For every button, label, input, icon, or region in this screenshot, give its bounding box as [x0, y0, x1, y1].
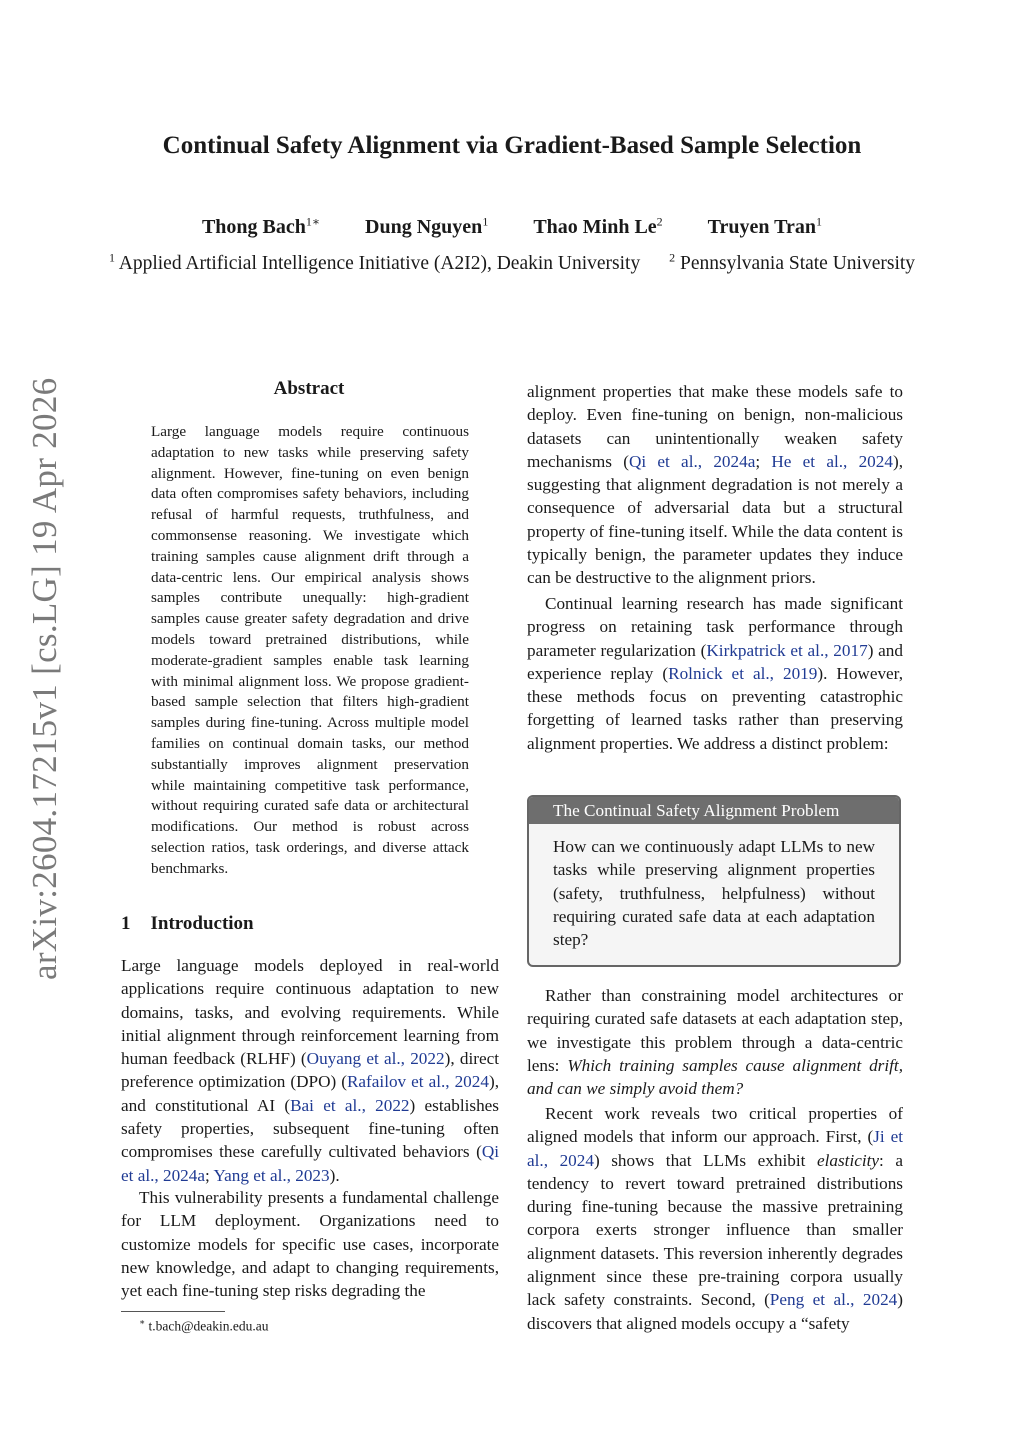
paper-title: Continual Safety Alignment via Gradient-Based Sample Selection [162, 132, 862, 159]
citation-link[interactable]: He et al., 2024 [771, 451, 893, 471]
abstract-text: Large language models require continuous adaptation to new tasks while preserving safety alignment. However, fine-tuning on even benign data often compromises safety behaviors, including refusal of harmful requests, truthfulness, and commonsense reasoning. We investigate which training samples cause alignment drift through a data-centric lens. Our empirical analysis shows samples contribute unequally: high-gradient samples cause greater safety degradation and drive models toward pretrained distributions, while moderate-gradient samples enable task learning with minimal alignment loss. We propose gradient-based sample selection that filters high-gradient samples during fine-tuning. Across multiple model families on continual domain tasks, our method substantially improves alignment preservation while maintaining competitive task performance, without requiring curated safe data or architectural modifications. Our method is robust across selection ratios, task orderings, and diverse attack benchmarks. [151, 423, 469, 877]
research-question: Which training samples cause alignment drift, and can we simply avoid them? [527, 1055, 903, 1099]
citation-link[interactable]: Rafailov et al., 2024 [346, 1072, 489, 1092]
author-name: Truyen Tran [707, 215, 817, 238]
text-run: ), suggesting that alignment degradation is not merely a consequence of adversarial data but a structural property of fine-tuning itself. While the data content is typically benign, the parameter updates they induce can be destructive to the alignment priors. [527, 451, 903, 588]
author [365, 216, 488, 238]
text-run: ; [755, 451, 772, 471]
text-run: ) discovers that aligned models occupy a “safety [527, 1290, 903, 1333]
text-run: ) establishes safety properties, subsequent fine-tuning often compromises these carefully cultivated behaviors ( [121, 1095, 499, 1162]
citation-link[interactable]: Qi et al., 2024a [628, 451, 756, 471]
callout-body: How can we continuously adapt LLMs to new tasks while preserving alignment properties (safety, truthfulness, helpfulness) without requiring curated safe data at each adaptation step? [553, 837, 875, 950]
text-run: ) and experience replay ( [527, 640, 903, 683]
footnote-mark: ∗ [139, 1317, 146, 1327]
text-run: ). [329, 1165, 340, 1185]
author [708, 216, 822, 238]
text-run: ). However, these methods focus on preventing catastrophic forgetting of learned tasks rather than preserving alignment properties. We address a distinct problem: [527, 663, 904, 753]
text-run: Continual learning research has made significant progress on retaining task performance through parameter regularization ( [527, 594, 903, 660]
citation-link[interactable]: Rolnick et al., 2019 [668, 663, 818, 683]
citation-link[interactable]: Ouyang et al., 2022 [306, 1049, 445, 1069]
author-mark: 1 [482, 214, 489, 228]
text-run: Recent work reveals two critical properties of aligned models that inform our approach. First, ( [527, 1104, 903, 1147]
arxiv-identifier: arXiv:2604.17215v1 [cs.LG] 19 Apr 2026 [25, 377, 64, 980]
author-mark: 1∗ [305, 214, 321, 228]
abstract-heading: Abstract [273, 378, 345, 399]
text-run: alignment properties that make these models safe to deploy. Even fine-tuning on benign, non-malicious datasets can unintentionally weaken safety mechanisms ( [527, 382, 903, 471]
citation-link[interactable]: Ji et al., 2024 [527, 1127, 903, 1170]
text-run: ), and constitutional AI ( [121, 1072, 499, 1115]
section-title: Introduction [150, 913, 254, 934]
author-name: Dung Nguyen [365, 215, 483, 238]
text-run: : a tendency to revert toward pretrained distributions during fine-tuning because the massive pretraining corpora exerts stronger influence than smaller alignment datasets. This reversion inherently degrades alignment since these pre-training corpora usually lack safety constraints. Second, ( [527, 1150, 904, 1310]
text-run: ), direct preference optimization (DPO) ( [121, 1049, 499, 1092]
author-mark: 2 [656, 214, 663, 228]
citation-link[interactable]: Qi et al., 2024a [121, 1142, 499, 1185]
citation-link[interactable]: Bai et al., 2022 [290, 1095, 410, 1115]
right-paragraph-4 [527, 1102, 903, 1335]
section-number: 1 [121, 913, 131, 934]
section-heading [121, 913, 254, 935]
right-paragraph-2 [527, 592, 903, 755]
text-run: Rather than constraining model architectures or requiring curated safe datasets at each adaptation step, we investigate this problem through a data-centric lens: [527, 986, 903, 1075]
author-name: Thao Minh Le [533, 215, 657, 238]
emphasis-term: elasticity [816, 1150, 880, 1170]
affiliation-text: Pennsylvania State University [679, 252, 916, 274]
citation-link[interactable]: Kirkpatrick et al., 2017 [706, 640, 868, 660]
author-list [0, 214, 1024, 239]
right-paragraph-1 [527, 380, 903, 590]
right-paragraph-3 [527, 984, 903, 1100]
intro-paragraph-1 [121, 954, 499, 1187]
author-mark: 1 [816, 214, 823, 228]
footnote-email[interactable]: t.bach@deakin.edu.au [148, 1318, 269, 1334]
affiliation-list [0, 250, 1024, 275]
footnote-divider [121, 1311, 225, 1312]
text-run: Large language models deployed in real-world applications require continuous adaptation to new domains, tasks, and evolving requirements. While initial alignment through reinforcement learning from human feedback (RLHF) ( [121, 956, 499, 1069]
affiliation [108, 250, 641, 274]
affiliation [669, 250, 916, 274]
author-name: Thong Bach [201, 215, 306, 238]
affiliation-mark: 1 [108, 250, 115, 264]
problem-callout-box [527, 795, 901, 967]
citation-link[interactable]: Yang et al., 2023 [213, 1165, 330, 1185]
intro-paragraph-2: This vulnerability presents a fundamental challenge for LLM deployment. Organizations need to customize models for specific use cases, incorporate new knowledge, and adapt to changing requirements, yet each fine-tuning step risks degrading the [121, 1188, 499, 1301]
author [533, 216, 662, 238]
text-run: ; [205, 1165, 214, 1185]
callout-title: The Continual Safety Alignment Problem [529, 797, 899, 824]
affiliation-text: Applied Artificial Intelligence Initiative (A2I2), Deakin University [118, 252, 641, 274]
text-run: ) shows that LLMs exhibit [593, 1150, 817, 1170]
author [202, 216, 320, 238]
citation-link[interactable]: Peng et al., 2024 [769, 1290, 898, 1310]
footnote [139, 1317, 269, 1335]
affiliation-mark: 2 [669, 250, 676, 264]
